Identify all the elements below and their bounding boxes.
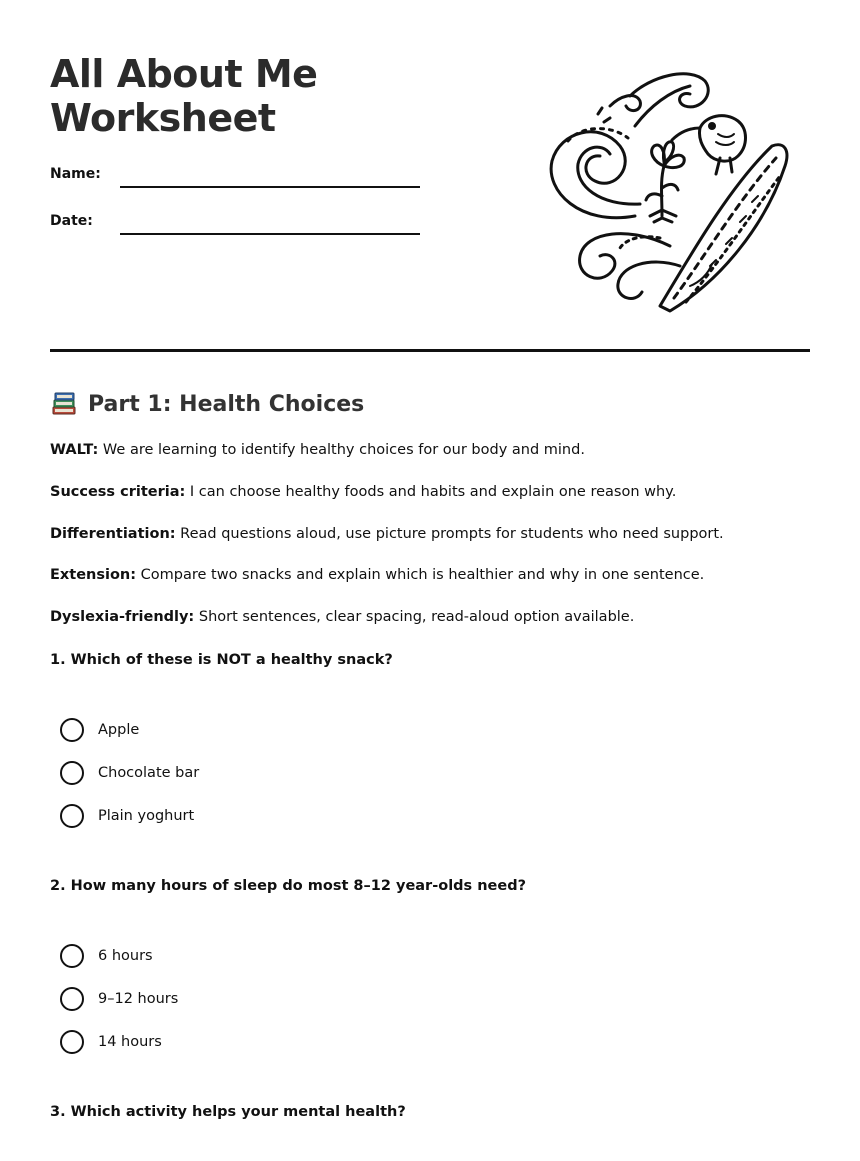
books-icon xyxy=(50,390,78,418)
dyslexia-text: Short sentences, clear spacing, read-aloud option available. xyxy=(194,609,635,625)
differentiation-text: Read questions aloud, use picture prompts for students who need support. xyxy=(175,526,724,542)
title-line-1: All About Me xyxy=(50,52,318,96)
date-field[interactable] xyxy=(50,209,430,239)
success-criteria xyxy=(50,482,830,502)
question-1-option-chocolate-bar[interactable] xyxy=(60,760,199,786)
name-field[interactable] xyxy=(50,162,430,192)
question-3: 3. Which activity helps your mental health? xyxy=(50,1104,406,1120)
success-text: I can choose healthy foods and habits and explain one reason why. xyxy=(185,484,677,500)
option-label: 6 hours xyxy=(98,948,153,964)
title-line-2: Worksheet xyxy=(50,96,276,140)
question-1-option-plain-yoghurt[interactable] xyxy=(60,803,194,829)
option-label: Chocolate bar xyxy=(98,765,200,781)
part-1-heading xyxy=(50,388,364,420)
option-label: Apple xyxy=(98,722,140,738)
name-line[interactable] xyxy=(120,186,420,188)
option-label: 9–12 hours xyxy=(98,991,179,1007)
differentiation-label: Differentiation: xyxy=(50,526,176,542)
extension-text: Compare two snacks and explain which is healthier and why in one sentence. xyxy=(136,567,705,583)
question-2-option-9-12-hours[interactable] xyxy=(60,986,178,1012)
maori-art-kiwi-bird-icon xyxy=(540,66,792,316)
worksheet-title xyxy=(50,52,470,140)
part-1-title: Part 1: Health Choices xyxy=(88,391,365,417)
dyslexia-friendly xyxy=(50,607,830,627)
koru-spiral-outer xyxy=(551,129,640,218)
option-label: 14 hours xyxy=(98,1034,162,1050)
date-label: Date: xyxy=(50,213,93,229)
dyslexia-label: Dyslexia-friendly: xyxy=(50,609,195,625)
name-label: Name: xyxy=(50,166,101,182)
radio-button[interactable] xyxy=(60,1030,84,1054)
differentiation xyxy=(50,524,830,544)
question-1-option-apple[interactable] xyxy=(60,717,139,743)
option-label: Plain yoghurt xyxy=(98,808,195,824)
waka-canoe xyxy=(660,145,787,311)
section-divider xyxy=(50,349,810,352)
date-line[interactable] xyxy=(120,233,420,235)
radio-button[interactable] xyxy=(60,718,84,742)
flower-tree xyxy=(646,142,684,222)
radio-button[interactable] xyxy=(60,804,84,828)
question-2-option-6-hours[interactable] xyxy=(60,943,153,969)
radio-button[interactable] xyxy=(60,944,84,968)
question-2: 2. How many hours of sleep do most 8–12 year-olds need? xyxy=(50,878,527,894)
walt-label: WALT: xyxy=(50,442,99,458)
swirl-top xyxy=(598,74,708,126)
walt-text: We are learning to identify healthy choices for our body and mind. xyxy=(98,442,585,458)
extension-label: Extension: xyxy=(50,567,137,583)
walt-statement xyxy=(50,440,830,460)
question-2-option-14-hours[interactable] xyxy=(60,1029,162,1055)
question-1: 1. Which of these is NOT a healthy snack? xyxy=(50,652,393,668)
radio-button[interactable] xyxy=(60,987,84,1011)
extension xyxy=(50,565,830,585)
radio-button[interactable] xyxy=(60,761,84,785)
success-label: Success criteria: xyxy=(50,484,186,500)
koru-spiral-lower xyxy=(580,234,680,299)
